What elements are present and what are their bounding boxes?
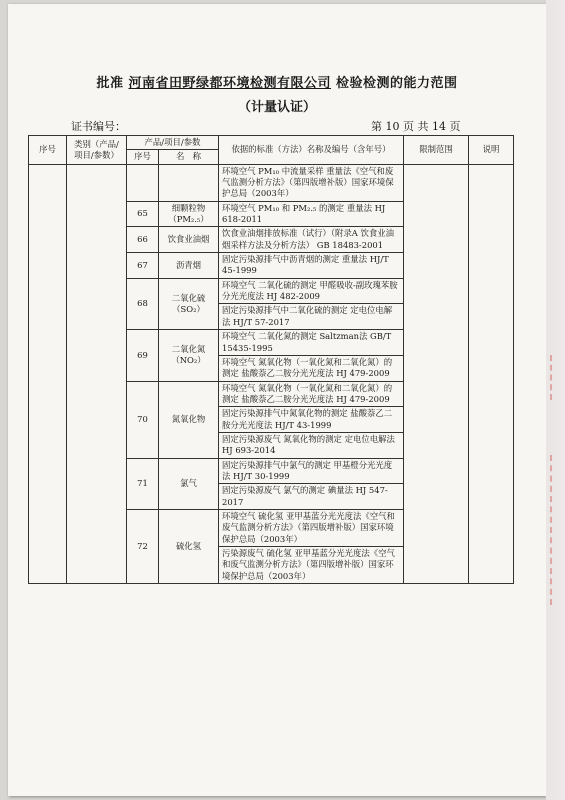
page-number: 第 10 页 共 14 页 (371, 120, 461, 133)
item-name-cell: 二氧化硫（SO₂） (159, 278, 219, 329)
item-name-cell: 饮食业油烟 (159, 227, 219, 253)
table-row (29, 164, 514, 201)
item-no-cell: 70 (127, 381, 159, 458)
standard-cell: 固定污染源废气 氯气的测定 碘量法 HJ 547-2017 (219, 484, 404, 510)
table-body (29, 164, 514, 583)
category-cell (67, 164, 127, 583)
document-subtitle: （计量认证） (237, 100, 316, 115)
note-cell (469, 164, 514, 583)
standard-cell: 固定污染源排气中沥青烟的测定 重量法 HJ/T 45-1999 (219, 253, 404, 279)
limit-cell (404, 164, 469, 583)
header-note: 说明 (469, 136, 514, 165)
seal-stamp-edge (550, 355, 562, 400)
item-no-cell (127, 164, 159, 201)
certificate-number-label: 证书编号： (71, 120, 126, 133)
header-item-name: 名 称 (159, 150, 219, 164)
adjacent-page-edge (546, 0, 565, 800)
seal-stamp-edge (550, 455, 562, 605)
scope-table (28, 135, 514, 584)
header-category: 类别（产品/项目/参数） (67, 136, 127, 165)
item-name-cell: 硫化氢 (159, 509, 219, 583)
title-prefix: 批准 (96, 76, 124, 91)
seq-cell (29, 164, 67, 583)
header-seq: 序号 (29, 136, 67, 165)
item-name-cell: 细颗粒物（PM₂.₅） (159, 201, 219, 227)
header-product-group: 产品/项目/参数 (127, 136, 219, 150)
standard-cell: 污染源废气 硫化氢 亚甲基蓝分光光度法《空气和废气监测分析方法》（第四版增补版）国家环境保护总局（2003年） (219, 547, 404, 584)
standard-cell: 环境空气 氮氧化物（一氧化氮和二氧化氮）的测定 盐酸萘乙二胺分光光度法 HJ 479-2009 (219, 381, 404, 407)
item-name-cell: 氮氧化物 (159, 381, 219, 458)
standard-cell: 环境空气 PM₁₀ 和 PM₂.₅ 的测定 重量法 HJ 618-2011 (219, 201, 404, 227)
header-standard: 依据的标准（方法）名称及编号（含年号） (219, 136, 404, 165)
standard-cell: 固定污染源排气中二氧化硫的测定 定电位电解法 HJ/T 57-2017 (219, 304, 404, 330)
item-no-cell: 69 (127, 330, 159, 381)
document-title (8, 72, 546, 91)
standard-cell: 环境空气 硫化氢 亚甲基蓝分光光度法《空气和废气监测分析方法》（第四版增补版）国家环境保护总局（2003年） (219, 509, 404, 546)
header-item-no: 序号 (127, 150, 159, 164)
title-suffix: 检验检测的能力范围 (336, 76, 458, 91)
item-no-cell: 66 (127, 227, 159, 253)
standard-cell: 固定污染源废气 氮氧化物的测定 定电位电解法 HJ 693-2014 (219, 432, 404, 458)
standard-cell: 固定污染源排气中氮氧化物的测定 盐酸萘乙二胺分光光度法 HJ/T 43-1999 (219, 407, 404, 433)
standard-cell: 固定污染源排气中氯气的测定 甲基橙分光光度法 HJ/T 30-1999 (219, 458, 404, 484)
item-name-cell (159, 164, 219, 201)
item-name-cell: 沥青烟 (159, 253, 219, 279)
header-limit: 限制范围 (404, 136, 469, 165)
company-name: 河南省田野绿都环境检测有限公司 (128, 76, 331, 91)
standard-cell: 环境空气 氮氧化物（一氧化氮和二氧化氮）的测定 盐酸萘乙二胺分光光度法 HJ 479-2009 (219, 355, 404, 381)
item-no-cell: 65 (127, 201, 159, 227)
document-page (8, 4, 546, 796)
standard-cell: 环境空气 二氧化氮的测定 Saltzman法 GB/T 15435-1995 (219, 330, 404, 356)
item-no-cell: 71 (127, 458, 159, 509)
standard-cell: 环境空气 PM₁₀ 中流量采样 重量法《空气和废气监测分析方法》（第四版增补版）国家环境保护总局（2003年） (219, 164, 404, 201)
standard-cell: 饮食业油烟排放标准（试行）（附录A 饮食业油烟采样方法及分析方法） GB 18483-2001 (219, 227, 404, 253)
item-no-cell: 67 (127, 253, 159, 279)
standard-cell: 环境空气 二氧化硫的测定 甲醛吸收-副玫瑰苯胺分光光度法 HJ 482-2009 (219, 278, 404, 304)
item-name-cell: 二氧化氮（NO₂） (159, 330, 219, 381)
table-header-row (29, 136, 514, 150)
item-no-cell: 72 (127, 509, 159, 583)
item-no-cell: 68 (127, 278, 159, 329)
item-name-cell: 氯气 (159, 458, 219, 509)
